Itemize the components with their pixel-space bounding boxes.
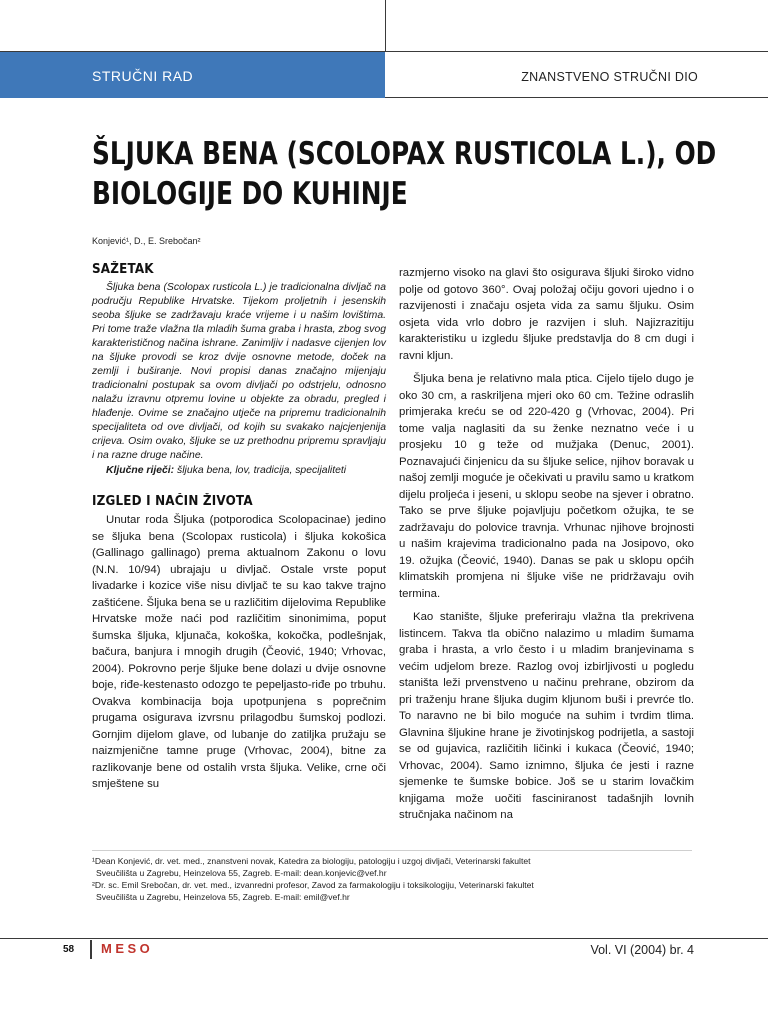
footnote-2-cont: Sveučilišta u Zagrebu, Heinzelova 55, Zagreb. E-mail: emil@vef.hr: [96, 892, 350, 902]
title-line-2: BIOLOGIJE DO KUHINJE: [92, 176, 408, 212]
body-paragraph: Šljuka bena je relativno mala ptica. Cijelo tijelo dugo je oko 30 cm, a raskriljena mjeri oko 60 cm. Težine odraslih primjeraka kreću se od 220-420 g (Vrhovac, 2004). Pri tome valja naglasiti da su ženke neznatno veće i u prosjeku 10 g teže od mužjaka (Denuc, 2001). Poznavajući činjenicu da su šljuke selice, njihov boravak u našoj zemlji moguće je očekivati u pravilu samo u kratkom dijelu proljeća i jeseni, u sklopu seobe na sjever i obratno. Tako se prve šljuke pojavljuju početkom ožujka, te se zadržavaju do polovice travnja. Vrhunac njihove brojnosti u našim krajevima tradicionalno pada na Josipovo, oko 19. ožujka (Čeović, 1940). Danas se pak u sklopu općih klimatskih promjena ni šljuke više ne pridržavaju ovih termina.: [399, 373, 694, 600]
title-line-1: ŠLJUKA BENA (SCOLOPAX RUSTICOLA L.), OD: [92, 136, 717, 172]
keywords-label: Ključne riječi:: [106, 464, 175, 476]
abstract-heading: SAŽETAK: [92, 262, 154, 277]
article-authors: Konjević¹, D., E. Srebočan²: [92, 236, 201, 246]
footer-divider: [90, 940, 92, 959]
abstract-text: Šljuka bena (Scolopax rusticola L.) je tradicionalna divljač na području Republike Hrvatske. Tijekom proljetnih i jesenskih seoba šljuke se zadržavaju kraće vrijeme i u našim lovištima. Pri tome traže vlažna tla mladih šuma graba i hrasta, zbog svog karakterističnog načina ishrane. Zanimljiv i nadasve cijenjen lov na šljuke provodi se kroz dvije osnovne metode, doček na zemlji i buširanje. Novi propisi danas značajno mijenjaju tradicionalni postupak sa ovom divljači po odstrjelu, odnosno nalažu izravnu otpremu lovine u objekte za obradu, pregled i hlađenje. Ovime se značajno utječe na pripremu tradicionalnih specijaliteta od ove divljači, od kojih su svakako najcjenjenija crijeva. Osim ovako, šljuke se uz prethodnu pripremu spravljaju i na razne druge načine.: [92, 281, 386, 461]
header-top-frame: [0, 0, 768, 52]
footnote-1: ¹Dean Konjević, dr. vet. med., znanstveni novak, Katedra za biologiju, patologiju i uzgoj divljači, Veterinarski fakultet: [92, 856, 531, 866]
keywords: [92, 464, 386, 478]
section-heading: IZGLED I NAČIN ŽIVOTA: [92, 493, 253, 509]
right-column: [399, 265, 694, 824]
footnotes: [92, 855, 702, 903]
journal-logo: MESO: [101, 941, 154, 956]
footer-rule: [0, 938, 768, 939]
section-category: ZNANSTVENO STRUČNI DIO: [521, 70, 698, 84]
keywords-text: šljuka bena, lov, tradicija, specijaliteti: [177, 464, 347, 476]
footnote-divider: [92, 850, 692, 851]
body-paragraph: Unutar roda Šljuka (potporodica Scolopacinae) jedino se šljuka bena (Scolopax rusticola) i šljuka kokošica (Gallinago gallinago) prema aktualnom Zakonu o lovu (N.N. 10/94) ubrajaju u divljač. Ostale vrste poput livadarke i kozice više nisu divljač te su kao takve trajno zaštićene. Šljuka bena se u različitim dijelovima Republike Hrvatske može naći pod različitim sinonimima, poput šumska šljuka, kljunača, kokoška, kokočka, podlešnjak, bačura, banjura i mnogih drugih (Čeović, 1940; Vrhovac, 2004). Pokrovno perje šljuke bene dolazi u dvije osnovne boje, riđe-kestenasto odozgo te pepeljasto-riđe po trbuhu. Ovakva kombinacija boja upotpunjena s poprečnim prugama osigurava izvrsnu prilagodbu šumskoj podlozi. Gornjim dijelom glave, od lubanje do zatiljka pružaju se naizmjenične tamne pruge (Vrhovac, 2004), bitne za razlikovanje bene od ostalih vrsta šljuka. Velike, crne oči smještene su: [92, 514, 386, 790]
section-label: STRUČNI RAD: [92, 68, 194, 84]
footnote-1-cont: Sveučilišta u Zagrebu, Heinzelova 55, Zagreb. E-mail: dean.konjevic@vef.hr: [96, 868, 387, 878]
header-divider: [385, 0, 386, 52]
body-paragraph: Kao stanište, šljuke preferiraju vlažna tla prekrivena listincem. Takva tla obično nalazimo u mladim šumama graba i hrasta, a vrlo često i u mladim branjevinama s većim udjelom breze. Razlog ovoj izbirljivosti u pogledu staništa leži prvenstveno u načinu prehrane, obzirom da pri traženju hrane šljuka dugim kljunom buši i prevrće tlo. To naravno ne bi bilo moguće na suhim i tvrdim tlima. Glavnina šljukine hrane je životinjskog podrijetla, a sastoji se od gujavica, različitih ličinki i kukaca (Čeović, 1940; Vrhovac, 2004). Samo iznimno, šljuka će jesti i razne sjemenke te šumske bobice. Još se u starim lovačkim knjigama može uočiti fasciniranost tadašnjih lovnih stručnjaka načinom na: [399, 611, 694, 821]
body-paragraph: razmjerno visoko na glavi što osigurava šljuki široko vidno polje od gotovo 360°. Ovaj položaj očiju govori ujedno i o razvijenosti i značaju osjeta vida za samu šljuku. Osim osjeta vida vrlo dobro je razvijen i sluh. Najizrazitiju karakteristiku u izgledu šljuke predstavlja do 8 cm dugi i ravni kljun.: [399, 267, 694, 362]
abstract-body: [92, 281, 386, 463]
footnote-2: ²Dr. sc. Emil Srebočan, dr. vet. med., izvanredni profesor, Zavod za farmakologiju i toksikologiju, Veterinarski fakultet: [92, 880, 534, 890]
article-title: [92, 134, 717, 214]
left-column: [92, 262, 386, 793]
page-number: 58: [63, 944, 75, 955]
journal-volume: Vol. VI (2004) br. 4: [590, 943, 694, 957]
